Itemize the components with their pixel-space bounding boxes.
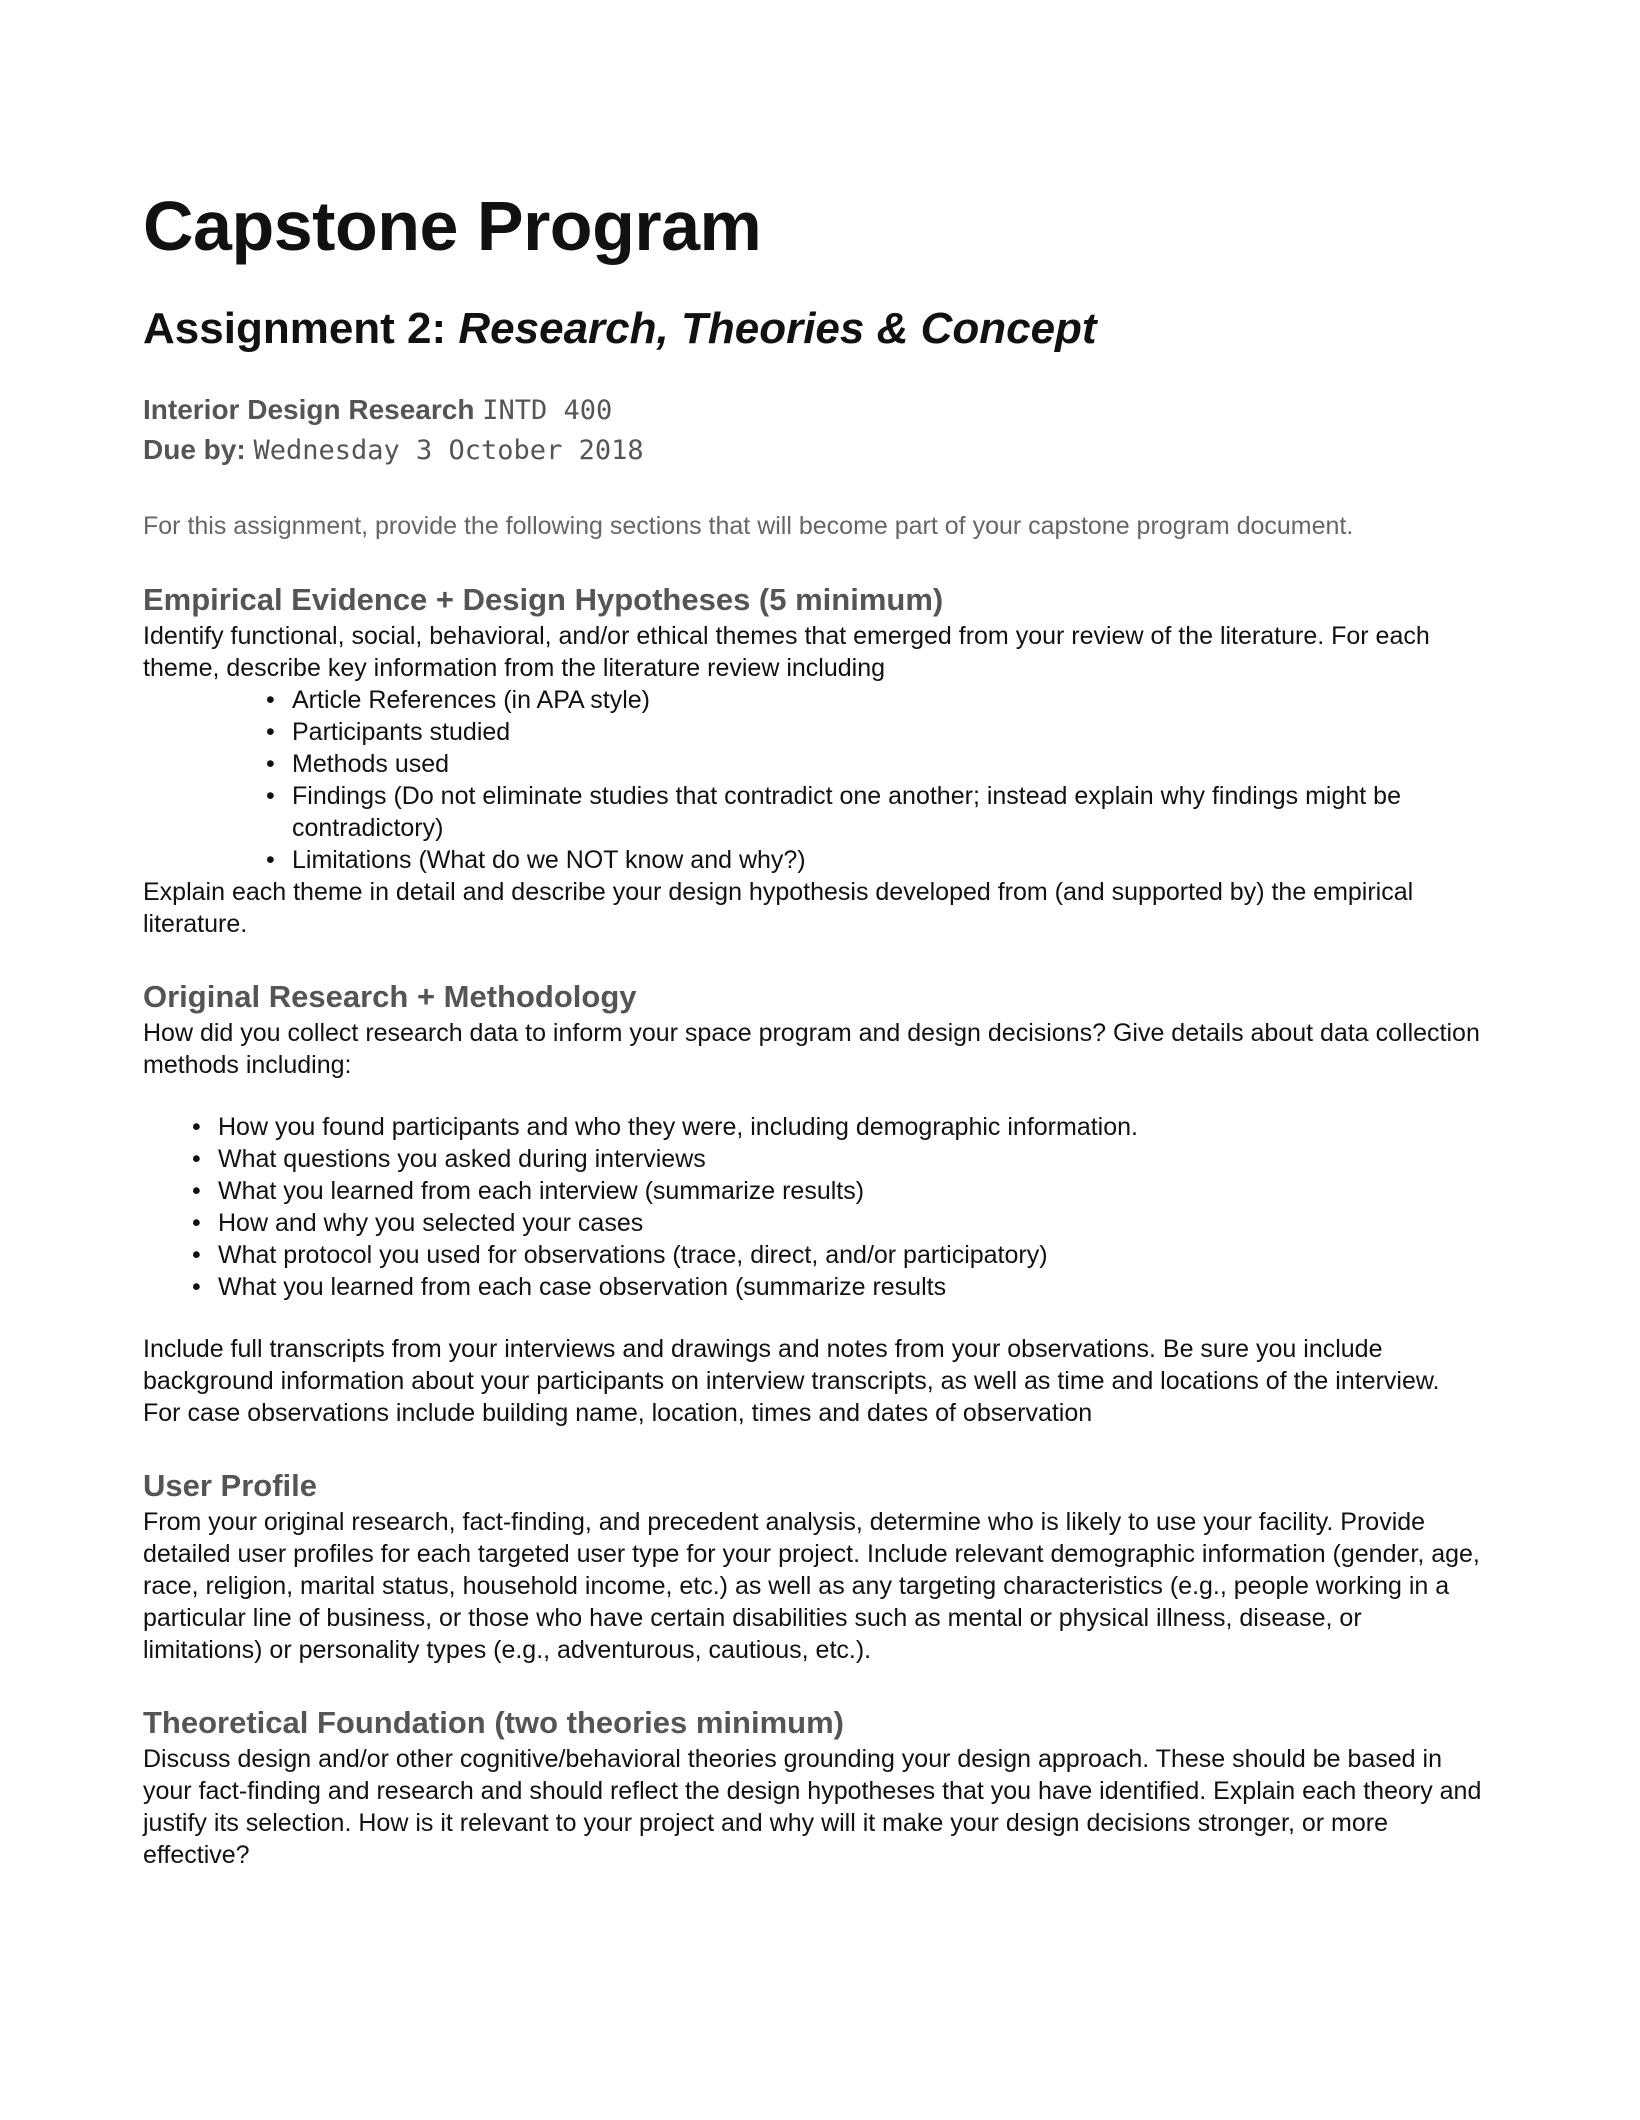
due-date: Wednesday 3 October 2018	[253, 435, 644, 467]
list-item: • Article References (in APA style)	[266, 685, 651, 714]
course-code: INTD 400	[482, 395, 613, 427]
document-content	[143, 187, 1483, 1871]
original-research-lead: How did you collect research data to inform your space program and design decisions? Give details about data collection methods including:	[143, 1018, 1480, 1079]
bullet-icon: •	[192, 1144, 201, 1173]
list-item: • What questions you asked during interviews	[192, 1144, 706, 1173]
bullet-icon: •	[192, 1272, 201, 1301]
empirical-list	[266, 684, 1483, 876]
bullet-icon: •	[192, 1176, 201, 1205]
list-item: • Participants studied	[266, 717, 511, 746]
list-item: • What you learned from each interview (summarize results)	[192, 1176, 865, 1205]
due-line	[143, 430, 1483, 470]
assignment-subtitle	[143, 304, 1483, 355]
section-heading-empirical: Empirical Evidence + Design Hypotheses (5 minimum)	[143, 581, 944, 617]
bullet-icon: •	[266, 717, 275, 746]
list-item: • Findings (Do not eliminate studies that contradict one another; instead explain why findings might be contradictory)	[266, 781, 1401, 842]
bullet-icon: •	[192, 1112, 201, 1141]
bullet-icon: •	[266, 749, 275, 778]
subtitle-emphasis: Research, Theories & Concept	[458, 303, 1097, 353]
due-label: Due by:	[143, 434, 246, 466]
original-research-list	[192, 1111, 1483, 1303]
original-research-closing: Include full transcripts from your interviews and drawings and notes from your observations. Be sure you include background information about your participants on interview transcripts, as well as time and locations of the interview. For case observations include building name, location, times and dates of observation	[143, 1334, 1440, 1427]
bullet-icon: •	[192, 1208, 201, 1237]
list-item: • How you found participants and who they were, including demographic information.	[192, 1112, 1138, 1141]
bullet-icon: •	[266, 781, 275, 810]
bullet-icon: •	[266, 685, 275, 714]
section-heading-theoretical: Theoretical Foundation (two theories minimum)	[143, 1705, 844, 1741]
bullet-icon: •	[192, 1240, 201, 1269]
list-item: • Methods used	[266, 749, 450, 778]
course-line	[143, 390, 1483, 430]
user-profile-body: From your original research, fact-finding, and precedent analysis, determine who is likely to use your facility. Provide detailed user profiles for each targeted user type for your project. Include relevant demographic information (gender, age, race, religion, marital status, household income, etc.) as well as any targeting characteristics (e.g., people working in a particular line of business, or those who have certain disabilities such as mental or physical illness, disease, or limitations) or personality types (e.g., adventurous, cautious, etc.).	[143, 1508, 1480, 1665]
list-item: • Limitations (What do we NOT know and why?)	[266, 845, 806, 874]
empirical-closing: Explain each theme in detail and describe your design hypothesis developed from (and supported by) the empirical literature.	[143, 877, 1414, 938]
course-label: Interior Design Research	[143, 394, 475, 426]
intro-paragraph: For this assignment, provide the following sections that will become part of your capstone program document.	[143, 512, 1354, 541]
bullet-icon: •	[266, 845, 275, 874]
document-title: Capstone Program	[143, 187, 762, 265]
subtitle-prefix: Assignment 2:	[143, 303, 459, 353]
list-item: • What you learned from each case observation (summarize results	[192, 1272, 947, 1301]
section-heading-user-profile: User Profile	[143, 1467, 318, 1503]
empirical-lead: Identify functional, social, behavioral, and/or ethical themes that emerged from your review of the literature. For each theme, describe key information from the literature review including	[143, 621, 1430, 682]
list-item: • How and why you selected your cases	[192, 1208, 644, 1237]
theoretical-body: Discuss design and/or other cognitive/behavioral theories grounding your design approach. These should be based in your fact-finding and research and should reflect the design hypotheses that you have identified. Explain each theory and justify its selection. How is it relevant to your project and why will it make your design decisions stronger, or more effective?	[143, 1745, 1482, 1870]
list-item: • What protocol you used for observations (trace, direct, and/or participatory)	[192, 1240, 1048, 1269]
section-heading-original-research: Original Research + Methodology	[143, 978, 637, 1014]
course-meta	[143, 390, 1483, 470]
